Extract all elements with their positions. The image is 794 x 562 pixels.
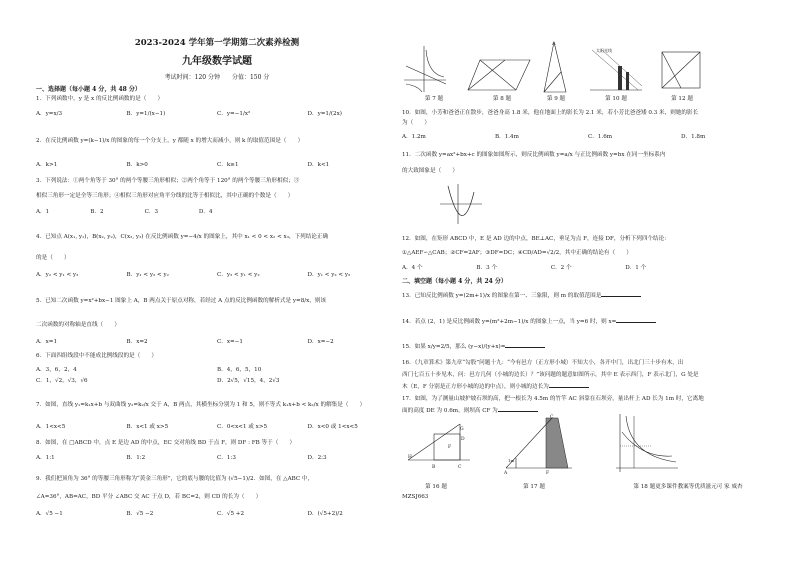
svg-text:C: C xyxy=(550,415,554,420)
option: B．1.4m xyxy=(495,134,519,140)
exam-meta: 考试时间：120 分钟 分值：150 分 xyxy=(164,74,270,81)
option: A．1:1 xyxy=(36,455,55,461)
q8-text: 8．如图，在 □ABCD 中，点 E 是边 AD 的中点，EC 交对角线 BD 于点 F，则 DF : FB 等于（ ） xyxy=(36,440,296,446)
option: D．2√5，√15，4，2√3 xyxy=(217,378,280,384)
svg-text:1m: 1m xyxy=(508,458,515,463)
figure-q8 xyxy=(466,56,532,94)
option: A．4 个 xyxy=(402,265,423,271)
q6-options-1 xyxy=(36,367,398,374)
q1-options xyxy=(36,111,398,118)
q16-text-2: 西门七百五十步见木，问：邑方几何（小城的边长）？”该问题的题意如图所示，其中 E 表示西门，F 表示北门，G 处是 xyxy=(402,372,699,378)
option: A．1 xyxy=(36,209,50,215)
q17-text-2: 面的高度 DE 为 0.6m，则坝高 CF 为 xyxy=(402,408,774,415)
option: B．x<1 或 x>5 xyxy=(126,424,169,430)
q12-text-1: 12．如图，在矩形 ABCD 中，E 是 AD 边的中点，BE⊥AC，垂足为点 F，连接 DF，分析下列四个结论： xyxy=(402,236,670,242)
caption: 第 8 题 xyxy=(492,96,512,102)
answer-blank xyxy=(616,322,656,323)
option: A．y₂ < y₁ < y₃ xyxy=(36,272,79,278)
q1-text: 1．下列函数中，y 是 x 的反比例函数的是（ ） xyxy=(36,96,164,102)
q11-text-1: 11．二次函数 y=ax²+bx+c 的图象如图所示，则反比例函数 y=a/x 与正比例函数 y=bx 在同一坐标系内 xyxy=(402,152,666,158)
option: A．3，6，2，4 xyxy=(36,367,77,373)
q8-options xyxy=(36,455,398,462)
q10-text-2: 为（ ） xyxy=(402,120,430,126)
caption: 第 17 题 xyxy=(523,484,545,490)
q2-text: 2．在反比例函数 y=(k−1)/x 的图象的每一个分支上，y 都随 x 的增大而减小，则 k 的取值范围是（ ） xyxy=(36,138,304,144)
svg-text:H: H xyxy=(408,455,412,460)
option: C．x=−1 xyxy=(217,339,243,345)
caption: 第 10 题 xyxy=(605,96,627,102)
option: C．3 xyxy=(144,209,159,215)
option: C．0<x<1 或 x>5 xyxy=(217,424,268,430)
q17-text-1: 17．如图，为了测量山坡护坡石坝的高，把一根长为 4.5m 的竹竿 AC 斜靠在石坝旁，量出杆上 AD 长为 1m 时，它离地 xyxy=(402,396,704,402)
caption: 第 7 题 xyxy=(424,96,444,102)
svg-text:D: D xyxy=(461,437,465,442)
page-subtitle: 九年级数学试题 xyxy=(182,56,252,67)
q5-text-2: 二次函数的对称轴是直线（ ） xyxy=(36,322,120,328)
option: D．4 xyxy=(198,209,213,215)
svg-text:F: F xyxy=(448,445,452,450)
option: D．1 个 xyxy=(625,265,647,271)
option: B．√5 −2 xyxy=(126,511,154,517)
q11-text-2: 的大致图象是（ ） xyxy=(402,168,458,174)
option: B．2 xyxy=(90,209,104,215)
answer-blank xyxy=(505,347,545,348)
option: A．√5 −1 xyxy=(36,511,63,517)
svg-text:B: B xyxy=(432,465,436,470)
q5-text-1: 5．已知二次函数 y=x²+bx−1 图象上 A，B 两点关于原点对称，若经过 A 点的反比例函数的解析式是 y=8/x，则该 xyxy=(36,298,327,304)
option: C．1，√2，√3，√6 xyxy=(36,378,88,384)
q2-options xyxy=(36,162,398,169)
option: B．3 个 xyxy=(476,265,498,271)
option: D．1.8m xyxy=(681,134,706,140)
q3-options xyxy=(36,209,253,216)
figure-q7 xyxy=(402,44,448,94)
figure-q17 xyxy=(502,412,574,476)
section-choice: 一、选择题（每小题 4 分，共 48 分） xyxy=(36,86,141,93)
svg-text:A: A xyxy=(552,41,556,47)
q9-text-2: ∠A=36°，AB=AC，BD 平分 ∠ABC 交 AC 于点 D，若 BC=2，则 CD 的长为（ ） xyxy=(36,494,262,500)
option: C．1.6m xyxy=(588,134,613,140)
option: A．1.2m xyxy=(402,134,426,140)
option: C．√5 +2 xyxy=(217,511,245,517)
q6-options-2 xyxy=(36,378,398,385)
option: A．y=x/3 xyxy=(36,111,63,117)
q7-options xyxy=(36,424,398,431)
option: D．2:3 xyxy=(307,455,327,461)
page-title: 2023-2024 学年第一学期第二次素养检测 xyxy=(134,38,300,48)
option: A．k>1 xyxy=(36,162,58,168)
svg-text:C: C xyxy=(458,465,462,470)
q7-text: 7．如图，直线 y₁=k₁x+b 与双曲线 y₂=k₂/x 交于 A，B 两点，其横坐标分别为 1 和 5，则不等式 k₁x+b < k₂/x 的解集是（ ） xyxy=(36,402,366,408)
option: B．x=2 xyxy=(126,339,148,345)
q10-options xyxy=(402,134,774,141)
figure-q18 xyxy=(612,412,682,476)
q10-text-1: 10．如图，小芳和爸爸正在散步，爸爸身高 1.8 米，他在地面上的影长为 2.1 米，若小芳比爸爸矮 0.3 米，则她的影长 xyxy=(402,110,699,116)
q4-text-1: 4．已知点 A(x₁, y₁)，B(x₂, y₂)，C(x₃, y₃) 在反比例函数 y=−4/x 的图象上，其中 x₁ < 0 < x₂ < x₃，下列结论正确 xyxy=(36,234,329,240)
q5-options xyxy=(36,339,398,346)
option: C．y=−1/x² xyxy=(217,111,251,117)
option: D．x<0 或 1<x<5 xyxy=(307,424,358,430)
option: D．y₁ < y₂ < y₃ xyxy=(307,272,351,278)
stamp-code: MZSJ663 xyxy=(402,494,429,500)
q13-text: 13．已知反比例函数 y=(2m+1)/x 的图象在第一、三象限，则 m 的取值范围是 xyxy=(402,293,774,300)
q3-text-2: 相似三角形一定是全等三角形；④相似三角形对应角平分线的比等于相似比，其中正确的个数是（ ） xyxy=(36,193,294,199)
q12-text-2: ①△AEF∽△CAB；②CF=2AF；③DF=DC；④CD/AD=√2/2，其中正确的结论有（ ） xyxy=(402,250,632,256)
q16-text-3: 木（E，F 分别是正方形小城的边的中点），则小城的边长为 xyxy=(402,384,774,391)
option: D．x=−2 xyxy=(307,339,334,345)
option: C．2 个 xyxy=(550,265,572,271)
q9-text-1: 9．我们把顶角为 36° 的等腰三角形称为“黄金三角形”，它的底与腰的比值为 (√5−1)/2．如图，在 △ABC 中， xyxy=(36,476,314,482)
figure-q10 xyxy=(588,46,644,94)
option: D．y=1/(2x) xyxy=(307,111,342,117)
q14-text: 14．若点 (2，1) 是反比例函数 y=(m²+2m−1)/x 的图象上一点，当 y=6 时，则 x= xyxy=(402,319,774,326)
figure-q12 xyxy=(660,48,702,92)
option: B．y₁ < y₃ < y₂ xyxy=(126,272,169,278)
option: D．k<1 xyxy=(307,162,330,168)
figure-q11-parabola xyxy=(438,182,484,226)
fig10-label: 太阳光线 xyxy=(596,48,612,53)
caption: 第 16 题 xyxy=(425,484,447,490)
svg-text:G: G xyxy=(460,427,464,432)
caption: 第 18 题更多课件教案等优质滋元可 家 威杏 xyxy=(633,484,743,490)
caption: 第 9 题 xyxy=(546,96,566,102)
option: B．k>0 xyxy=(126,162,148,168)
option: D．(√5+2)/2 xyxy=(307,511,343,517)
q12-options xyxy=(402,265,700,272)
q16-text-1: 16．《九章算术》第九章“勾股”问题十九：“今有邑方（正方形小城）不知大小，各开中门，出北门三十步有木，出 xyxy=(402,360,684,366)
q4-options xyxy=(36,272,398,279)
option: B．4，6，5，10 xyxy=(217,367,262,373)
option: A．x=1 xyxy=(36,339,58,345)
q4-text-2: 的是（ ） xyxy=(36,255,70,261)
option: C．k≥1 xyxy=(217,162,239,168)
figure-q9 xyxy=(542,40,570,96)
section-fill: 二、填空题（每小题 4 分，共 24 分） xyxy=(402,278,507,285)
q3-text-1: 3．下列说法：①两个角等于 30° 的两个等腰三角形相似；②两个角等于 120° 的两个等腰三角形相似；③ xyxy=(36,178,300,184)
option: B．1:2 xyxy=(126,455,146,461)
option: C．1:3 xyxy=(217,455,236,461)
option: A．1<x<5 xyxy=(36,424,66,430)
q6-text: 6．下面四组线段中不能成比例线段的是（ ） xyxy=(36,353,158,359)
answer-blank xyxy=(549,387,589,388)
q9-options xyxy=(36,511,398,518)
q15-text: 15．如果 x/y=2/5，那么 (y−x)/(y+x)= xyxy=(402,344,774,351)
option: B．y=1/(x−1) xyxy=(126,111,166,117)
svg-text:F: F xyxy=(546,471,550,476)
answer-blank xyxy=(601,296,641,297)
svg-text:A: A xyxy=(504,471,508,476)
figure-q16 xyxy=(404,420,474,476)
caption: 第 12 题 xyxy=(671,96,693,102)
option: C．y₃ < y₁ < y₂ xyxy=(217,272,260,278)
